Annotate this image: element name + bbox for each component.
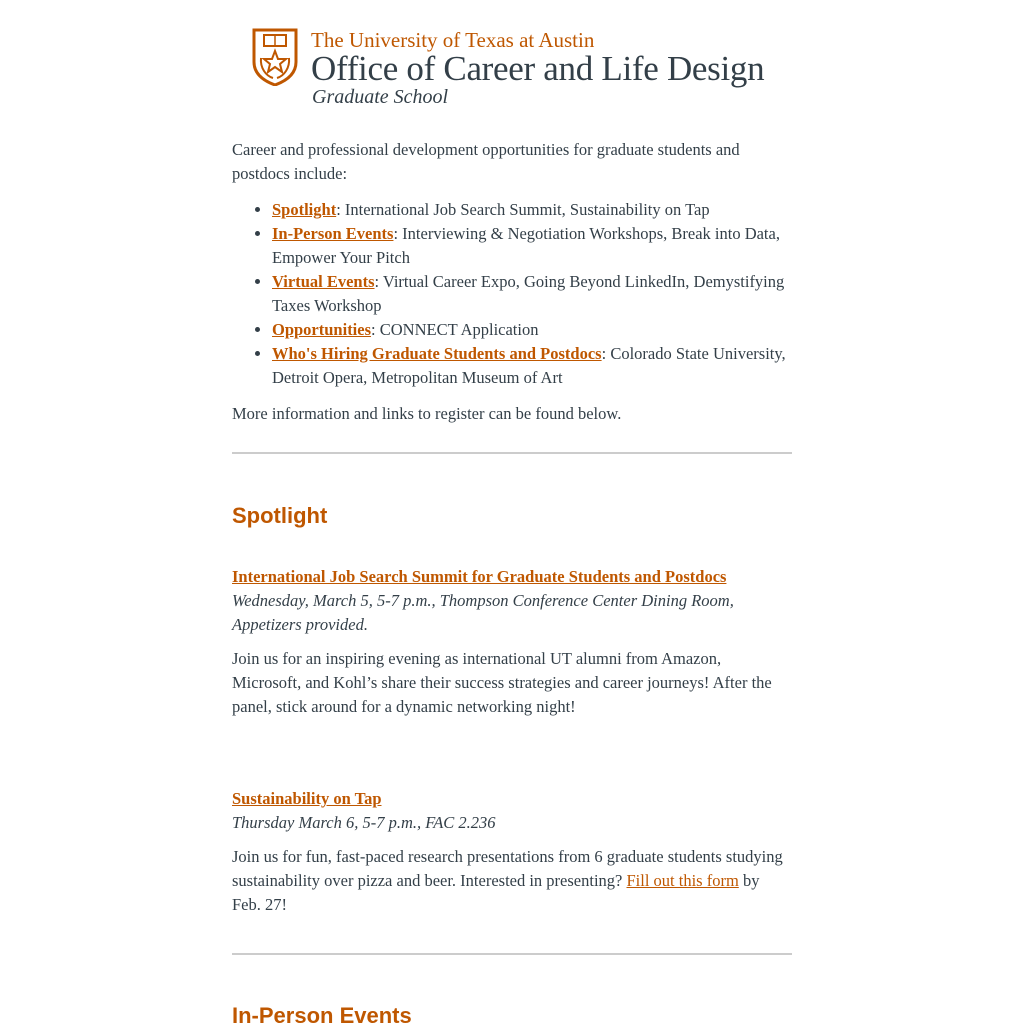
event-details: Thursday March 6, 5-7 p.m., FAC 2.236	[232, 813, 496, 832]
event-international-summit	[232, 565, 792, 719]
list-item-text: : International Job Search Summit, Sustainability on Tap	[336, 200, 710, 219]
opportunities-link[interactable]: Opportunities	[272, 320, 372, 339]
shield-icon	[252, 28, 298, 86]
intro-text: Career and professional development opportunities for graduate students and postdocs include:	[232, 140, 740, 183]
logo-school: Graduate School	[312, 86, 449, 108]
list-item	[272, 222, 792, 270]
list-item-text: : Colorado State University, Detroit Opera, Metropolitan Museum of Art	[272, 344, 786, 387]
logo	[252, 28, 772, 112]
event-description: Join us for an inspiring evening as international UT alumni from Amazon, Microsoft, and Kohl’s share their success strategies and career journeys! After the panel, stick around for a dynamic networking night!	[232, 649, 772, 716]
virtual-events-link[interactable]: Virtual Events	[272, 272, 375, 291]
summary-list	[232, 198, 792, 390]
divider	[232, 452, 792, 454]
logo-office: Office of Career and Life Design	[311, 49, 765, 88]
list-item-text: : Virtual Career Expo, Going Beyond LinkedIn, Demystifying Taxes Workshop	[272, 272, 785, 315]
event-title-link[interactable]: Sustainability on Tap	[232, 789, 382, 808]
more-info-text: More information and links to register can be found below.	[232, 404, 622, 423]
list-item-text: : Interviewing & Negotiation Workshops, Break into Data, Empower Your Pitch	[272, 224, 780, 267]
description-text: Join us for fun, fast-paced research presentations from 6 graduate students studying sustainability over pizza and beer. Interested in presenting?	[232, 847, 783, 890]
in-person-events-link[interactable]: In-Person Events	[272, 224, 394, 243]
event-details: Wednesday, March 5, 5-7 p.m., Thompson Conference Center Dining Room, Appetizers provided.	[232, 591, 734, 634]
logo-university: The University of Texas at Austin	[311, 28, 595, 52]
list-item	[272, 198, 792, 222]
event-description	[232, 845, 792, 917]
list-item-text: : CONNECT Application	[371, 320, 539, 339]
form-link[interactable]: Fill out this form	[626, 871, 739, 890]
spotlight-heading: Spotlight	[232, 503, 328, 528]
in-person-events-heading: In-Person Events	[232, 1003, 412, 1028]
event-title-link[interactable]: International Job Search Summit for Graduate Students and Postdocs	[232, 567, 727, 586]
list-item	[272, 342, 792, 390]
description-text: by Feb. 27!	[232, 871, 760, 914]
whos-hiring-link[interactable]: Who's Hiring Graduate Students and Postdocs	[272, 344, 602, 363]
spotlight-link[interactable]: Spotlight	[272, 200, 337, 219]
list-item	[272, 318, 792, 342]
event-sustainability-on-tap	[232, 787, 792, 917]
divider	[232, 953, 792, 955]
list-item	[272, 270, 792, 318]
